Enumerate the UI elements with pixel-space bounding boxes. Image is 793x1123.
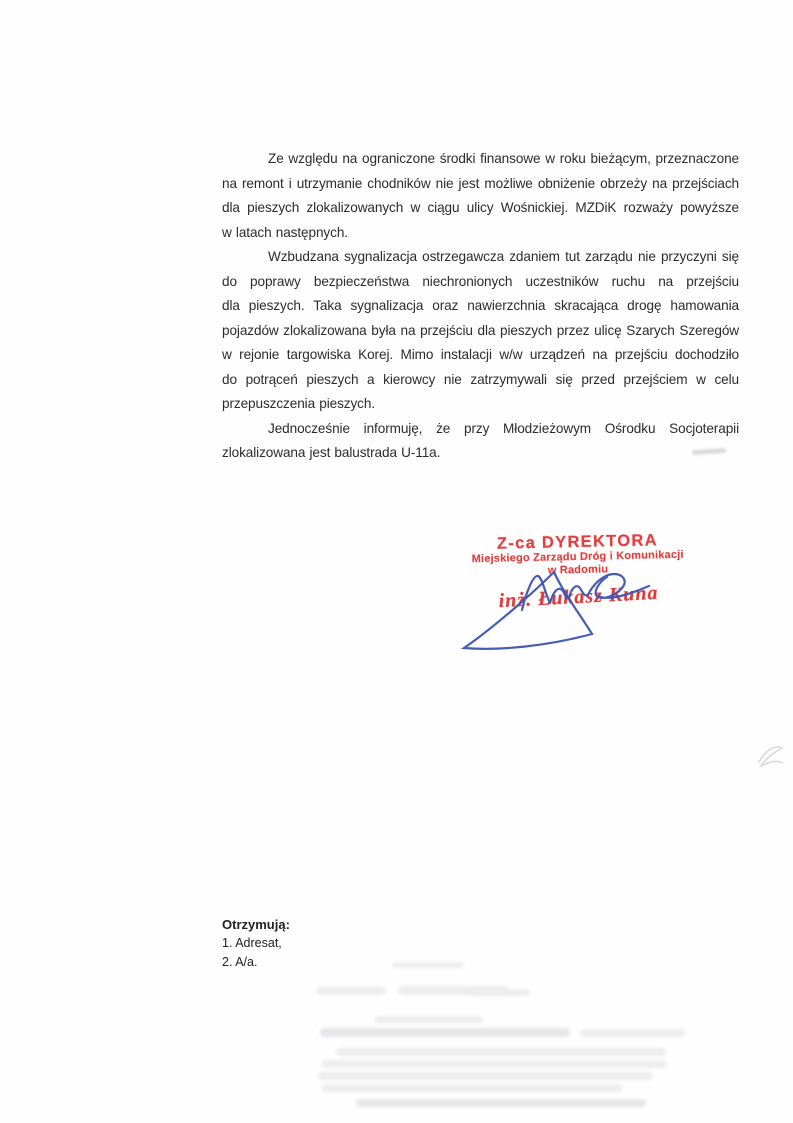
paragraph-3-line: Jednocześnie informuję, że przy Młodzieżowym Ośrodku Socjoterapii (268, 420, 739, 436)
stamp-organization: Miejskiego Zarządu Dróg i Komunikacji (471, 548, 684, 566)
paragraph-2-line: pojazdów zlokalizowana była na przejściu dla pieszych przez ulicę Szarych Szeregów (222, 322, 739, 338)
letter-body (222, 147, 739, 466)
paragraph-2-line: dla pieszych. Taka sygnalizacja oraz nawierzchnia skracająca drogę hamowania (222, 298, 739, 313)
paragraph-2-line: do poprawy bezpieczeństwa niechronionych uczestników ruchu na przejściu (222, 273, 739, 289)
distribution-item: 1. Adresat, (222, 936, 282, 950)
paragraph-2-line: w rejonie targowiska Korej. Mimo instalacji w/w urządzeń na przejściu dochodziło (222, 347, 739, 362)
paragraph-1-line: dla pieszych zlokalizowanych w ciągu ulicy Wośnickiej. MZDiK rozważy powyższe (222, 200, 739, 215)
paragraph-2-line: przepuszczenia pieszych. (222, 396, 375, 411)
paragraph-1-line: na remont i utrzymanie chodników nie jest możliwe obniżenie obrzeży na przejściach (222, 175, 739, 191)
distribution-header: Otrzymują: (222, 917, 290, 932)
stamp-signer-name: inż. Łukasz Kuna (498, 581, 659, 613)
distribution-item: 2. A/a. (222, 954, 258, 969)
paragraph-1-line: Ze względu na ograniczone środki finansowe w roku bieżącym, przeznaczone (268, 151, 739, 166)
paragraph-2-line: do potrąceń pieszych a kierowcy nie zatrzymywali się przed przejściem w celu (222, 371, 739, 387)
stamp-city: w Radomiu (547, 562, 609, 577)
stamp-title: Z-ca DYREKTORA (496, 531, 659, 553)
paragraph-3-line: zlokalizowana jest balustrada U-11a. (222, 445, 441, 460)
paragraph-2-line: Wzbudzana sygnalizacja ostrzegawcza zdaniem tut zarządu nie przyczyni się (268, 249, 739, 264)
pencil-scribble (754, 738, 788, 774)
signature-ink (450, 546, 665, 666)
distribution-list (222, 915, 290, 971)
paragraph-1-line: w latach następnych. (222, 224, 348, 240)
